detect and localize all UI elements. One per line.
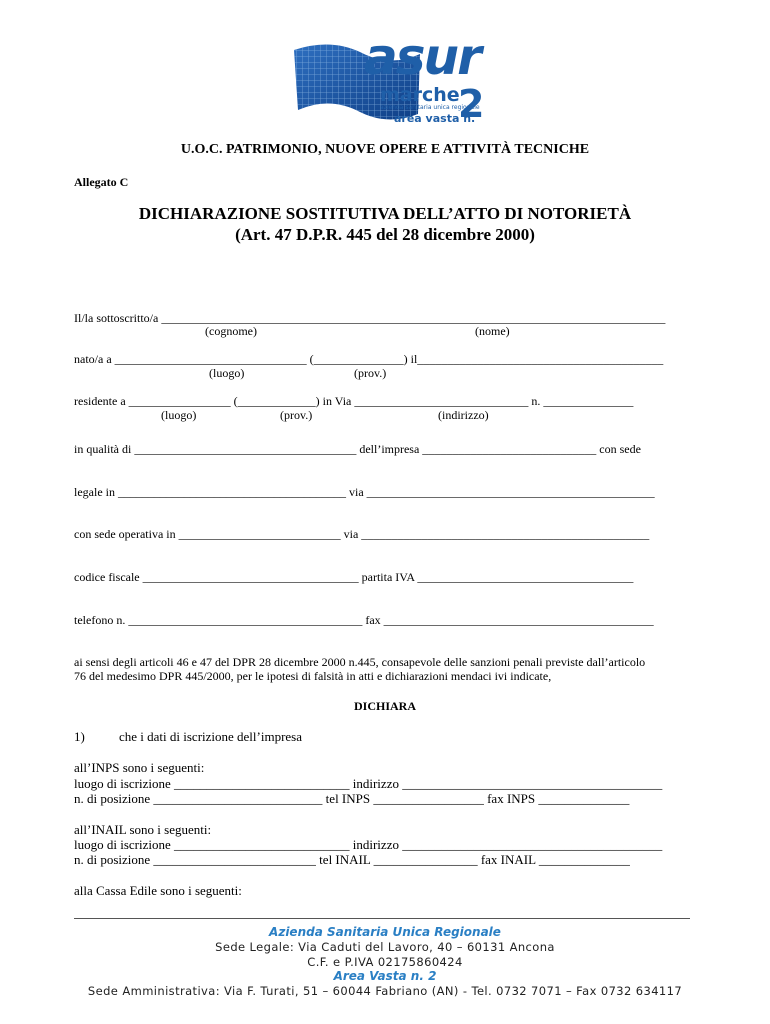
field-qualita[interactable]: in qualità di _____________________________________ dell’impresa _____________________________ con sede	[74, 442, 641, 456]
logo-area: area vasta n.	[394, 112, 476, 125]
item-number: 1)	[74, 729, 85, 744]
caption-nome: (nome)	[475, 324, 510, 338]
caption-cognome: (cognome)	[205, 324, 257, 338]
cassa-edile-title: alla Cassa Edile sono i seguenti:	[74, 883, 242, 898]
footer-sede-amministrativa: Sede Amministrativa: Via F. Turati, 51 – 60044 Fabriano (AN) - Tel. 0732 7071 – Fax 0732 634117	[87, 984, 683, 998]
field-codice-fiscale[interactable]: codice fiscale ____________________________________ partita IVA ____________________________________	[74, 570, 634, 584]
field-sede-operativa[interactable]: con sede operativa in ___________________________ via ________________________________________________	[74, 527, 650, 541]
caption-luogo: (luogo)	[209, 366, 245, 380]
logo-region: marche	[380, 84, 460, 106]
consapevole-line-1: ai sensi degli articoli 46 e 47 del DPR 28 dicembre 2000 n.445, consapevole delle sanzioni penali previste dall’articolo	[74, 655, 646, 669]
dichiara-heading: DICHIARA	[353, 699, 416, 713]
caption-prov-residenza: (prov.)	[280, 408, 313, 422]
logo-tagline: azienda sanitaria unica regionale	[380, 104, 480, 111]
document-title: DICHIARAZIONE SOSTITUTIVA DELL’ATTO DI NOTORIETÀ	[138, 204, 632, 223]
field-sede-legale[interactable]: legale in ______________________________________ via ________________________________________________	[74, 485, 655, 499]
asur-logo	[290, 28, 490, 128]
inail-line-2[interactable]: n. di posizione _________________________ tel INAIL ________________ fax INAIL ______________	[74, 852, 630, 867]
caption-prov: (prov.)	[354, 366, 387, 380]
logo-number: 2	[458, 82, 485, 126]
caption-luogo-residenza: (luogo)	[161, 408, 197, 422]
caption-indirizzo: (indirizzo)	[438, 408, 489, 422]
attachment-label: Allegato C	[74, 175, 129, 189]
inail-title: all’INAIL sono i seguenti:	[74, 822, 212, 837]
item-text: che i dati di iscrizione dell’impresa	[119, 729, 303, 744]
footer-org: Azienda Sanitaria Unica Regionale	[269, 925, 501, 939]
inps-title: all’INPS sono i seguenti:	[74, 760, 205, 775]
field-telefono[interactable]: telefono n. _______________________________________ fax _____________________________________________	[74, 613, 654, 627]
field-nato[interactable]: nato/a a ________________________________ (_______________) il_________________________________________	[74, 352, 664, 366]
inps-line-2[interactable]: n. di posizione __________________________ tel INPS _________________ fax INPS ______________	[74, 791, 630, 806]
footer-area: Area Vasta n. 2	[333, 969, 437, 983]
footer-divider	[74, 918, 690, 919]
field-residente[interactable]: residente a _________________ (_____________) in Via _____________________________ n. _______________	[74, 394, 634, 408]
inail-line-1[interactable]: luogo di iscrizione ___________________________ indirizzo ________________________________________	[74, 837, 663, 852]
office-heading: U.O.C. PATRIMONIO, NUOVE OPERE E ATTIVITÀ TECNICHE	[180, 142, 590, 157]
footer-cf: C.F. e P.IVA 02175860424	[307, 955, 463, 969]
consapevole-line-2: 76 del medesimo DPR 445/2000, per le ipotesi di falsità in atti e dichiarazioni mendaci ivi indicate,	[74, 669, 552, 683]
inps-line-1[interactable]: luogo di iscrizione ___________________________ indirizzo ________________________________________	[74, 776, 663, 791]
document-subtitle: (Art. 47 D.P.R. 445 del 28 dicembre 2000)	[235, 225, 535, 244]
field-sottoscritto[interactable]: Il/la sottoscritto/a ____________________________________________________________________________________	[74, 311, 666, 325]
logo-wordmark: asur	[364, 28, 480, 86]
footer-sede-legale: Sede Legale: Via Caduti del Lavoro, 40 – 60131 Ancona	[215, 940, 555, 954]
